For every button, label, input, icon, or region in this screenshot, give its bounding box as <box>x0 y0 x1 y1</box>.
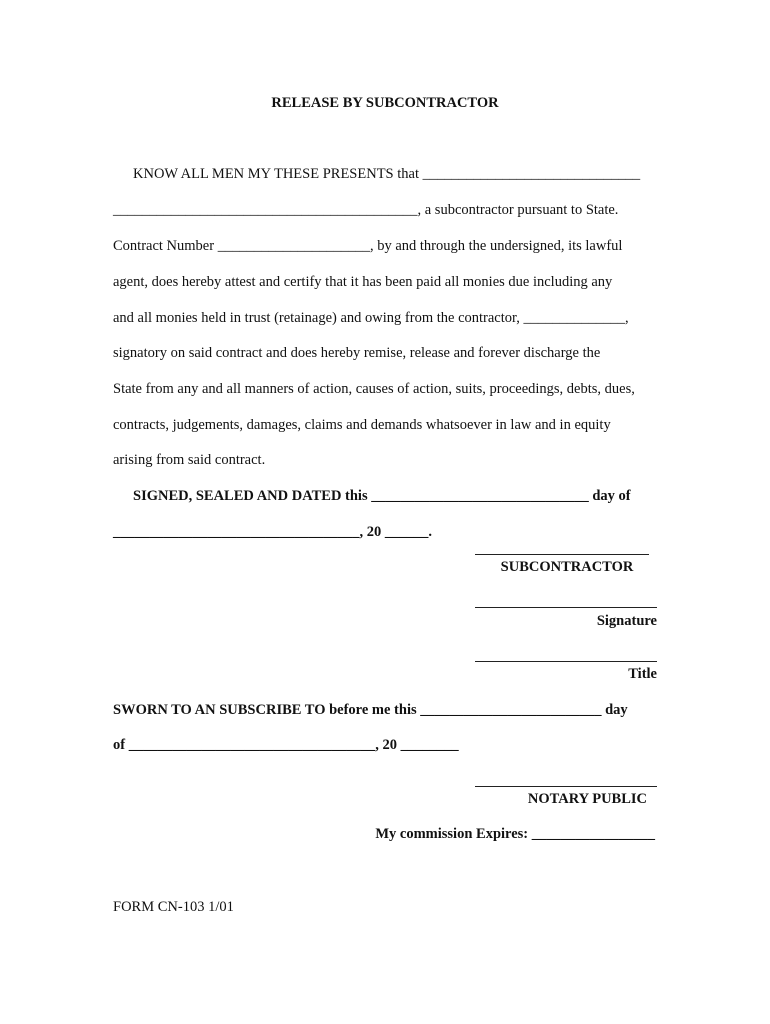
subcontractor-signature-line <box>475 554 649 555</box>
body-line-3: Contract Number _____________________, by and through the undersigned, its lawful <box>113 238 623 254</box>
signature-label: Signature <box>596 613 657 629</box>
body-line-1: KNOW ALL MEN MY THESE PRESENTS that ______________________________ <box>133 166 641 182</box>
title-line <box>475 661 657 662</box>
subcontractor-label: SUBCONTRACTOR <box>500 559 634 575</box>
signature-line <box>475 607 657 608</box>
title-label: Title <box>628 666 657 682</box>
sworn-line-2: of __________________________________, 20 ________ <box>113 737 459 753</box>
commission-expires: My commission Expires: _________________ <box>375 826 655 842</box>
body-line-7: State from any and all manners of action, causes of action, suits, proceedings, debts, dues, <box>113 381 635 397</box>
signed-line-1: SIGNED, SEALED AND DATED this ______________________________ day of <box>133 488 631 504</box>
document-title: RELEASE BY SUBCONTRACTOR <box>271 95 499 111</box>
body-line-6: signatory on said contract and does hereby remise, release and forever discharge the <box>113 345 601 361</box>
body-line-8: contracts, judgements, damages, claims and demands whatsoever in law and in equity <box>113 417 611 433</box>
notary-signature-line <box>475 786 657 787</box>
body-line-5: and all monies held in trust (retainage) and owing from the contractor, ______________, <box>113 310 629 326</box>
sworn-line-1: SWORN TO AN SUBSCRIBE TO before me this _________________________ day <box>113 702 628 718</box>
body-line-9: arising from said contract. <box>113 452 266 468</box>
form-id: FORM CN-103 1/01 <box>113 899 234 915</box>
body-line-2: __________________________________________, a subcontractor pursuant to State. <box>113 202 619 218</box>
notary-public-label: NOTARY PUBLIC <box>527 791 647 807</box>
body-line-4: agent, does hereby attest and certify that it has been paid all monies due including any <box>113 274 613 290</box>
signed-line-2: __________________________________, 20 ______. <box>113 524 432 540</box>
